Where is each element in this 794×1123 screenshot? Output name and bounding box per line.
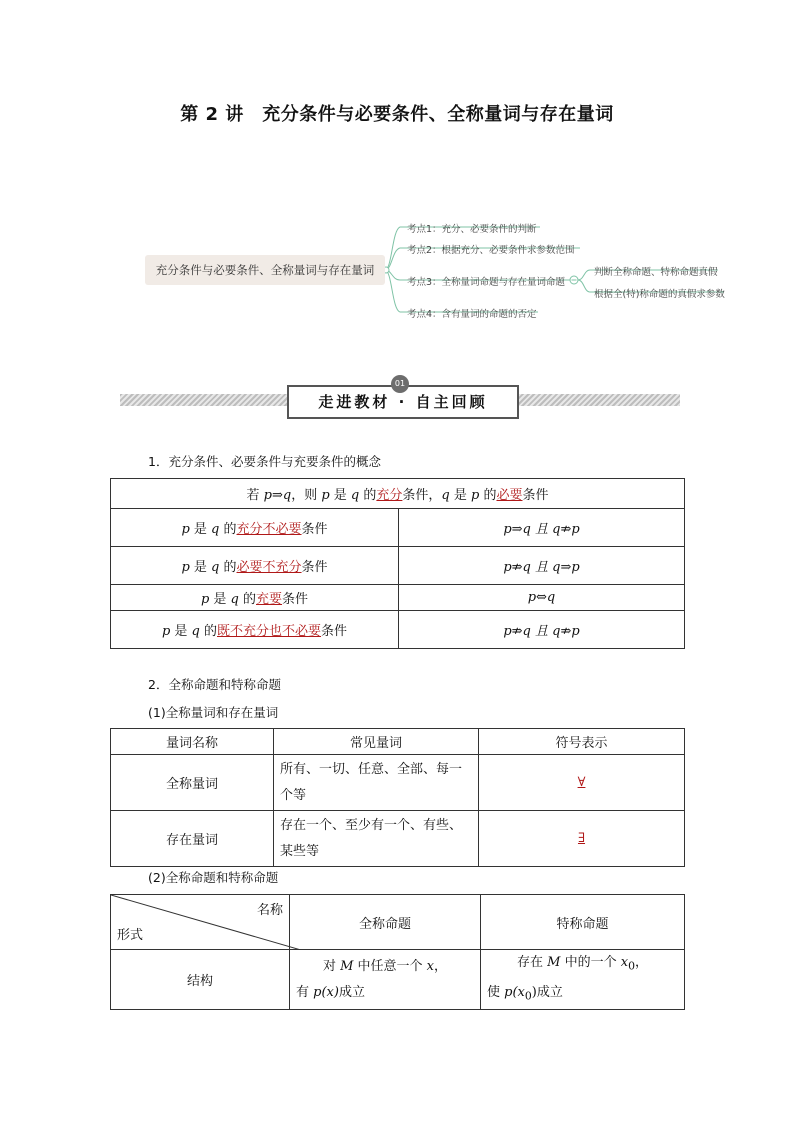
universal-structure: 对 M 中任意一个 x， 有 p(x)成立	[290, 950, 481, 1010]
table-row: p 是 q 的充要条件 p⇔q	[111, 585, 685, 611]
mindmap-branch-1: 考点1：充分、必要条件的判断	[407, 224, 537, 235]
symbol-existential: ∃	[577, 831, 586, 846]
proposition-table-header: 名称 形式 全称命题 特称命题	[111, 895, 685, 950]
page-title: 第 2 讲 充分条件与必要条件、全称量词与存在量词	[180, 104, 614, 125]
mindmap-sub-branch-1: 判断全称命题、特称命题真假	[594, 267, 718, 278]
diagonal-header-cell: 名称 形式	[111, 895, 290, 950]
mindmap-branch-4: 考点4：含有量词的命题的否定	[407, 309, 537, 320]
quantifier-table	[110, 728, 685, 867]
section1-heading: 1．充分条件、必要条件与充要条件的概念	[148, 454, 381, 469]
table-row: p 是 q 的既不充分也不必要条件 p⇏q 且 q⇏p	[111, 611, 685, 649]
mindmap-branch-2: 考点2：根据充分、必要条件求参数范围	[407, 245, 575, 256]
mindmap-root: 充分条件与必要条件、全称量词与存在量词	[145, 255, 385, 285]
condition-row2: p⇏q 且 q⇒p	[399, 547, 685, 585]
table-row: 存在量词 存在一个、至少有一个、有些、某些等 ∃	[111, 811, 685, 867]
table-row: p 是 q 的充分不必要条件 p⇒q 且 q⇏p	[111, 509, 685, 547]
proposition-table	[110, 894, 685, 1010]
section-number-badge: 01	[391, 375, 409, 393]
answer-sufficient: 充分	[376, 488, 403, 503]
concept-table	[110, 478, 685, 649]
condition-row3: p⇔q	[399, 585, 685, 611]
subsection-quantifiers: (1)全称量词和存在量词	[148, 705, 279, 720]
condition-row1: p⇒q 且 q⇏p	[399, 509, 685, 547]
symbol-universal: ∀	[577, 775, 586, 790]
section-banner: 走进教材 · 自主回顾	[287, 385, 519, 419]
concept-table-header: 若 p⇒q，则 p 是 q 的充分条件，q 是 p 的必要条件	[111, 479, 685, 509]
quantifier-table-header: 量词名称 常见量词 符号表示	[111, 729, 685, 755]
mindmap-sub-branch-2: 根据全(特)称命题的真假求参数	[594, 289, 725, 300]
table-row: 全称量词 所有、一切、任意、全部、每一个等 ∀	[111, 755, 685, 811]
subsection-propositions: (2)全称命题和特称命题	[148, 870, 279, 885]
existential-structure: 存在 M 中的一个 $x_0$， 使 $p(x_0)$成立	[481, 950, 685, 1010]
mindmap-branch-3: 考点3：全称量词命题与存在量词命题	[407, 277, 566, 288]
answer-necessary: 必要	[496, 488, 523, 503]
condition-row4: p⇏q 且 q⇏p	[399, 611, 685, 649]
answer-row2: 必要不充分	[236, 560, 302, 575]
answer-row4: 既不充分也不必要	[217, 624, 322, 639]
answer-row3: 充要	[256, 592, 283, 607]
answer-row1: 充分不必要	[236, 522, 302, 537]
table-row: p 是 q 的必要不充分条件 p⇏q 且 q⇒p	[111, 547, 685, 585]
section2-heading: 2．全称命题和特称命题	[148, 677, 281, 692]
table-row: 结构 对 M 中任意一个 x， 有 p(x)成立 存在 M 中的一个 $x_0$， 使 $p(x_0)$成立	[111, 950, 685, 1010]
